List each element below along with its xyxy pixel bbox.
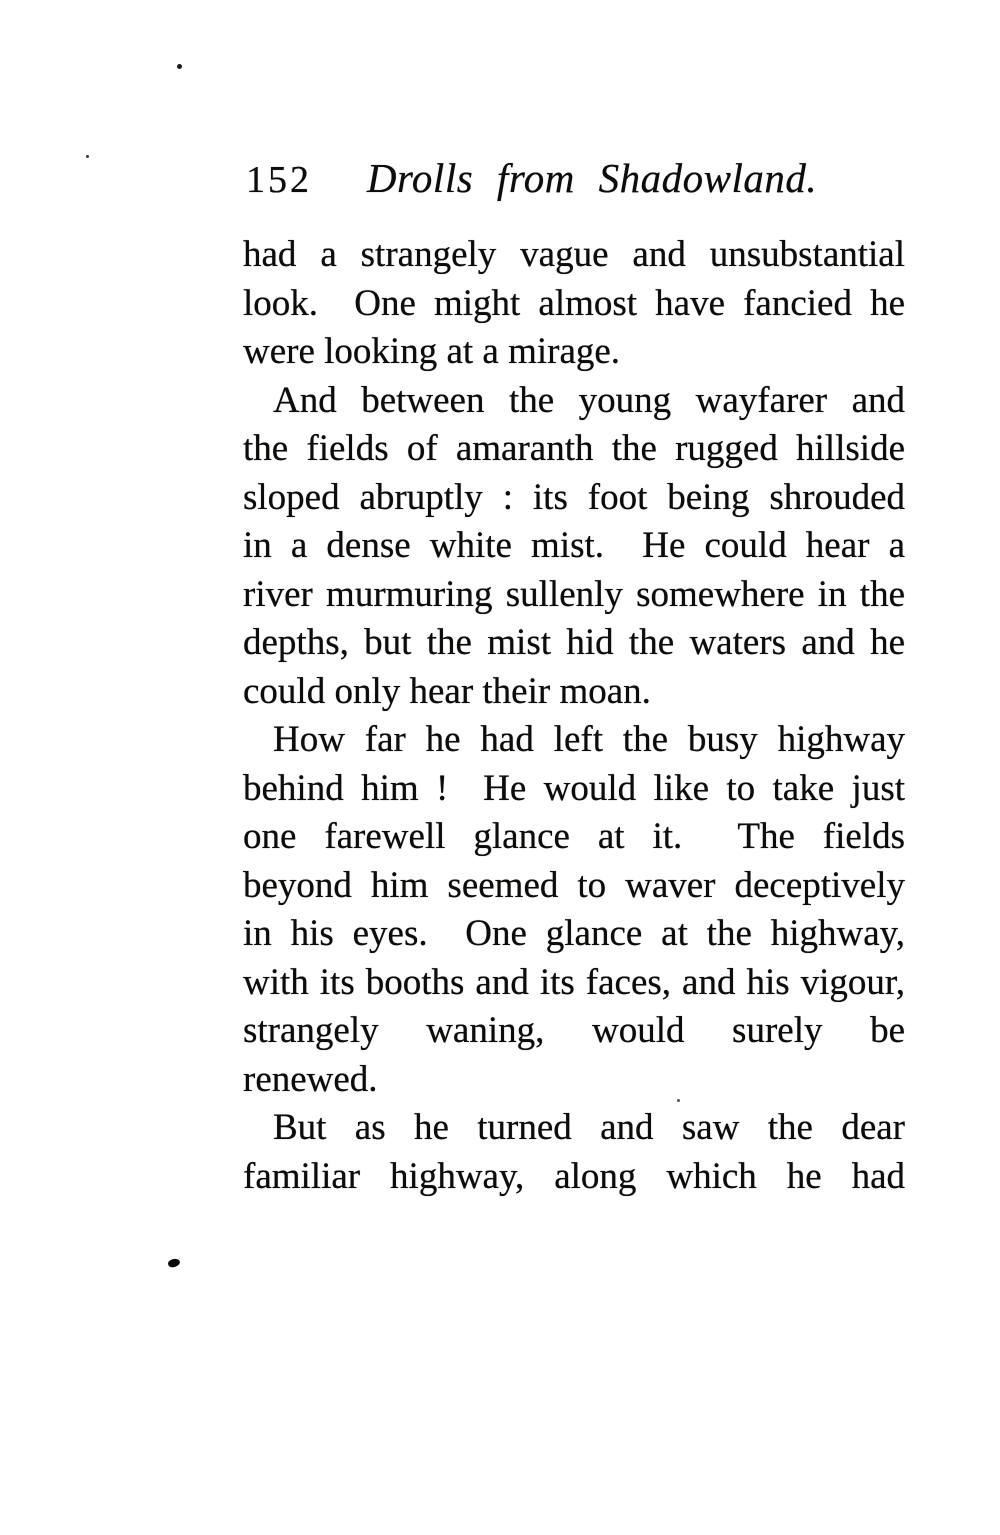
text-line: sloped abruptly : its foot being shrouded xyxy=(243,476,905,518)
running-header xyxy=(246,154,906,202)
text-line: in a dense white mist. He could hear a xyxy=(243,525,905,566)
text-line: one farewell glance at it. The fields xyxy=(243,816,905,857)
text-line: in his eyes. One glance at the highway, xyxy=(243,913,905,954)
text-line: could only hear their moan. xyxy=(243,670,651,712)
page-number: 152 xyxy=(246,159,312,201)
text-line: depths, but the mist hid the waters and he xyxy=(243,622,905,663)
text-line: the fields of amaranth the rugged hillside xyxy=(243,428,905,469)
text-line: renewed. xyxy=(243,1058,378,1100)
text-line: with its booths and its faces, and his vigour, xyxy=(243,961,905,1003)
text-line: And between the young wayfarer and xyxy=(273,379,905,421)
text-line: were looking at a mirage. xyxy=(243,331,621,372)
text-line: But as he turned and saw the dear xyxy=(273,1107,905,1148)
body-text xyxy=(243,231,905,1201)
ink-speck xyxy=(86,155,89,158)
text-line: familiar highway, along which he had xyxy=(243,1155,905,1197)
text-line: behind him ! He would like to take just xyxy=(243,767,905,809)
ink-speck xyxy=(677,1099,680,1102)
text-line: river murmuring sullenly somewhere in the xyxy=(243,573,905,615)
running-title: Drolls from Shadowland. xyxy=(366,155,818,201)
text-line: look. One might almost have fancied he xyxy=(243,282,905,324)
text-line: How far he had left the busy highway xyxy=(273,719,905,760)
ink-speck xyxy=(177,64,182,69)
ink-speck xyxy=(167,1257,181,1268)
text-line: strangely waning, would surely be xyxy=(243,1010,905,1051)
text-line: had a strangely vague and unsubstantial xyxy=(243,234,905,275)
text-line: beyond him seemed to waver deceptively xyxy=(243,864,905,906)
